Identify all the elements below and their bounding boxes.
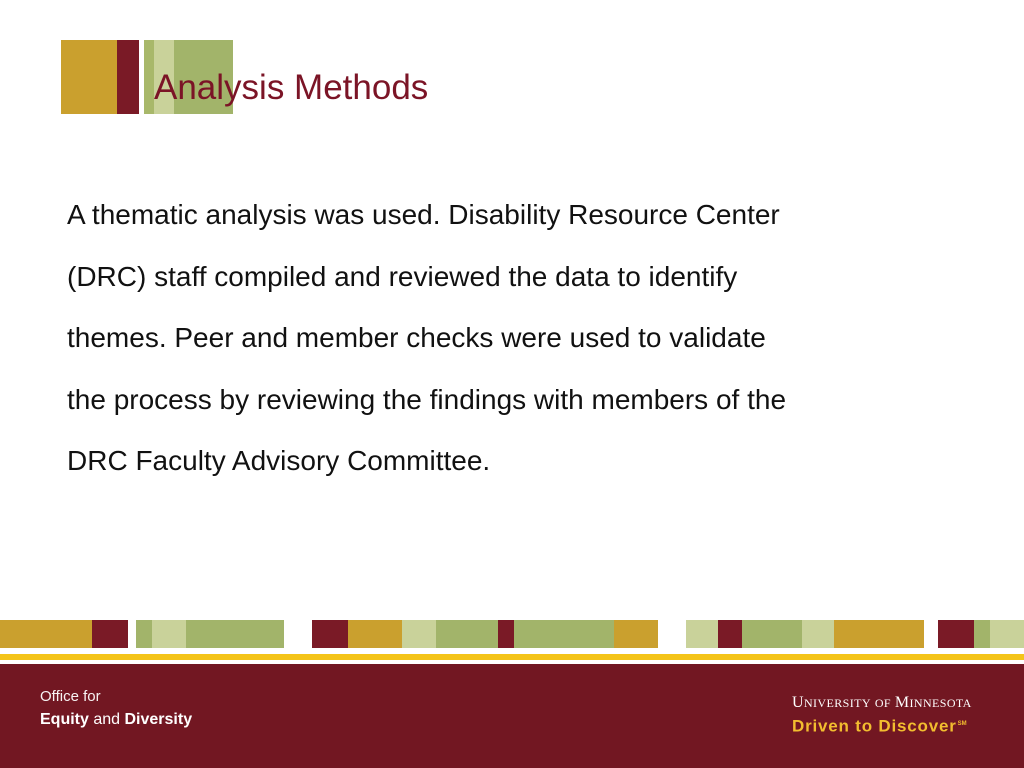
stripe-segment: [152, 620, 186, 648]
stripe-segment: [284, 620, 312, 648]
service-mark: SM: [957, 721, 967, 727]
body-line: A thematic analysis was used. Disability Resource Center: [67, 199, 780, 230]
stripe-segment: [92, 620, 128, 648]
umn-innesota: INNESOTA: [909, 696, 972, 710]
office-logo-equity: Equity: [40, 711, 89, 728]
stripe-segment: [128, 620, 136, 648]
gold-accent-line: [0, 654, 1024, 660]
office-logo-diversity: Diversity: [124, 711, 193, 728]
umn-u: U: [792, 694, 804, 711]
gold-block: [61, 40, 117, 114]
office-logo-line2: [40, 708, 192, 732]
stripe-segment: [924, 620, 938, 648]
umn-m: M: [894, 694, 910, 711]
office-logo-line1: Office for: [40, 688, 101, 705]
stripe-segment: [348, 620, 402, 648]
color-stripe: [0, 620, 1024, 648]
footer-bar: [0, 664, 1024, 768]
umn-tagline: [792, 713, 972, 738]
office-logo-and: and: [93, 711, 121, 728]
stripe-segment: [514, 620, 614, 648]
body-line: DRC Faculty Advisory Committee.: [67, 445, 491, 476]
maroon-block: [117, 40, 139, 114]
stripe-segment: [974, 620, 990, 648]
umn-niversity: NIVERSITY: [803, 696, 871, 710]
umn-tagline-text: Driven to Discover: [792, 716, 957, 736]
stripe-segment: [402, 620, 436, 648]
stripe-segment: [718, 620, 742, 648]
stripe-segment: [436, 620, 498, 648]
stripe-segment: [186, 620, 284, 648]
stripe-segment: [938, 620, 974, 648]
body-paragraph: [67, 184, 967, 492]
stripe-segment: [990, 620, 1024, 648]
umn-wordmark: [792, 694, 972, 713]
stripe-segment: [136, 620, 152, 648]
slide-title: Analysis Methods: [154, 68, 429, 107]
office-equity-diversity-logo: [40, 687, 192, 732]
body-line: the process by reviewing the findings with members of the: [67, 383, 787, 415]
stripe-segment: [312, 620, 348, 648]
stripe-segment: [0, 620, 92, 648]
stripe-segment: [802, 620, 834, 648]
green-sliver-block: [144, 40, 154, 114]
stripe-segment: [834, 620, 924, 648]
stripe-segment: [742, 620, 802, 648]
body-line: themes. Peer and member checks were used to validate: [67, 322, 766, 353]
university-of-minnesota-logo: [792, 694, 972, 738]
stripe-segment: [658, 620, 686, 648]
stripe-segment: [614, 620, 658, 648]
body-line: (DRC) staff compiled and reviewed the data to identify: [67, 260, 738, 292]
stripe-segment: [498, 620, 514, 648]
umn-of: OF: [874, 696, 891, 710]
stripe-segment: [686, 620, 718, 648]
